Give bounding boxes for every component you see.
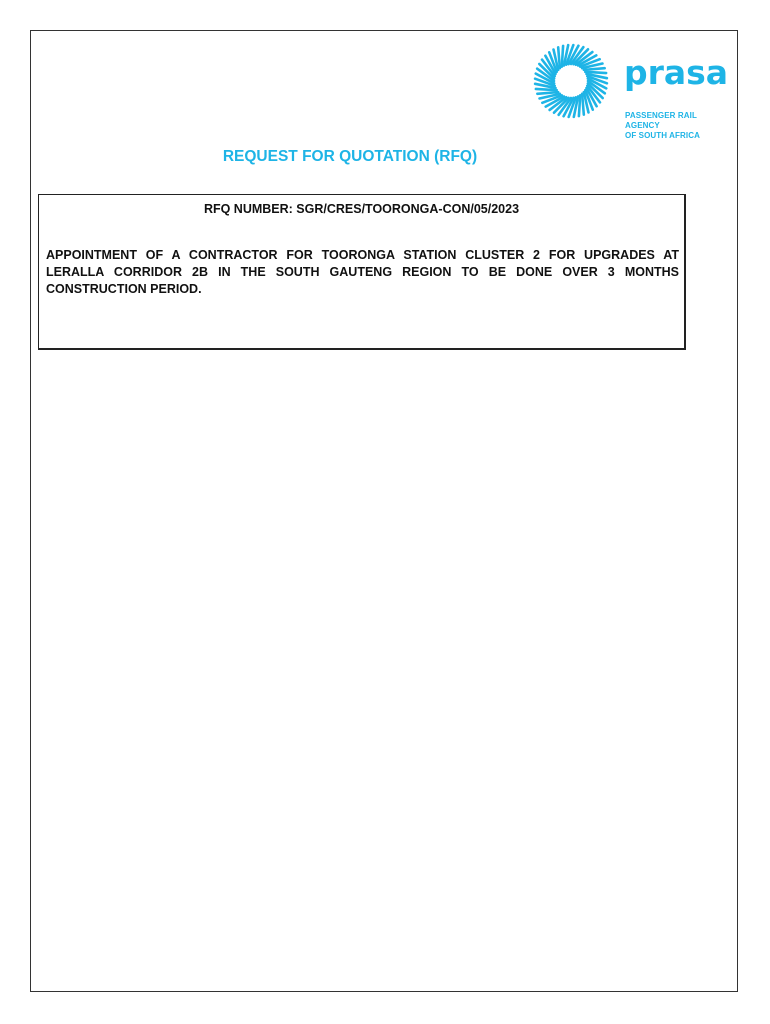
document-title: REQUEST FOR QUOTATION (RFQ) <box>222 148 478 165</box>
rfq-info-box <box>38 194 686 350</box>
brand-subtitle <box>625 111 723 141</box>
page-frame <box>30 30 738 992</box>
prasa-logo <box>533 38 729 140</box>
rfq-number: RFQ NUMBER: SGR/CRES/TOORONGA-CON/05/2023 <box>203 202 520 216</box>
brand-subtitle-line1: PASSENGER RAIL AGENCY <box>625 111 697 130</box>
brand-subtitle-line2: OF SOUTH AFRICA <box>625 131 700 140</box>
rfq-description: APPOINTMENT OF A CONTRACTOR FOR TOORONGA STATION CLUSTER 2 FOR UPGRADES AT LERALLA CORRIDOR 2B IN THE SOUTH GAUTENG REGION TO BE DONE OVER 3 MONTHS CONSTRUCTION PERIOD. <box>46 248 679 296</box>
prasa-swirl-emblem-icon <box>533 38 613 128</box>
brand-name: prasa <box>624 53 729 92</box>
